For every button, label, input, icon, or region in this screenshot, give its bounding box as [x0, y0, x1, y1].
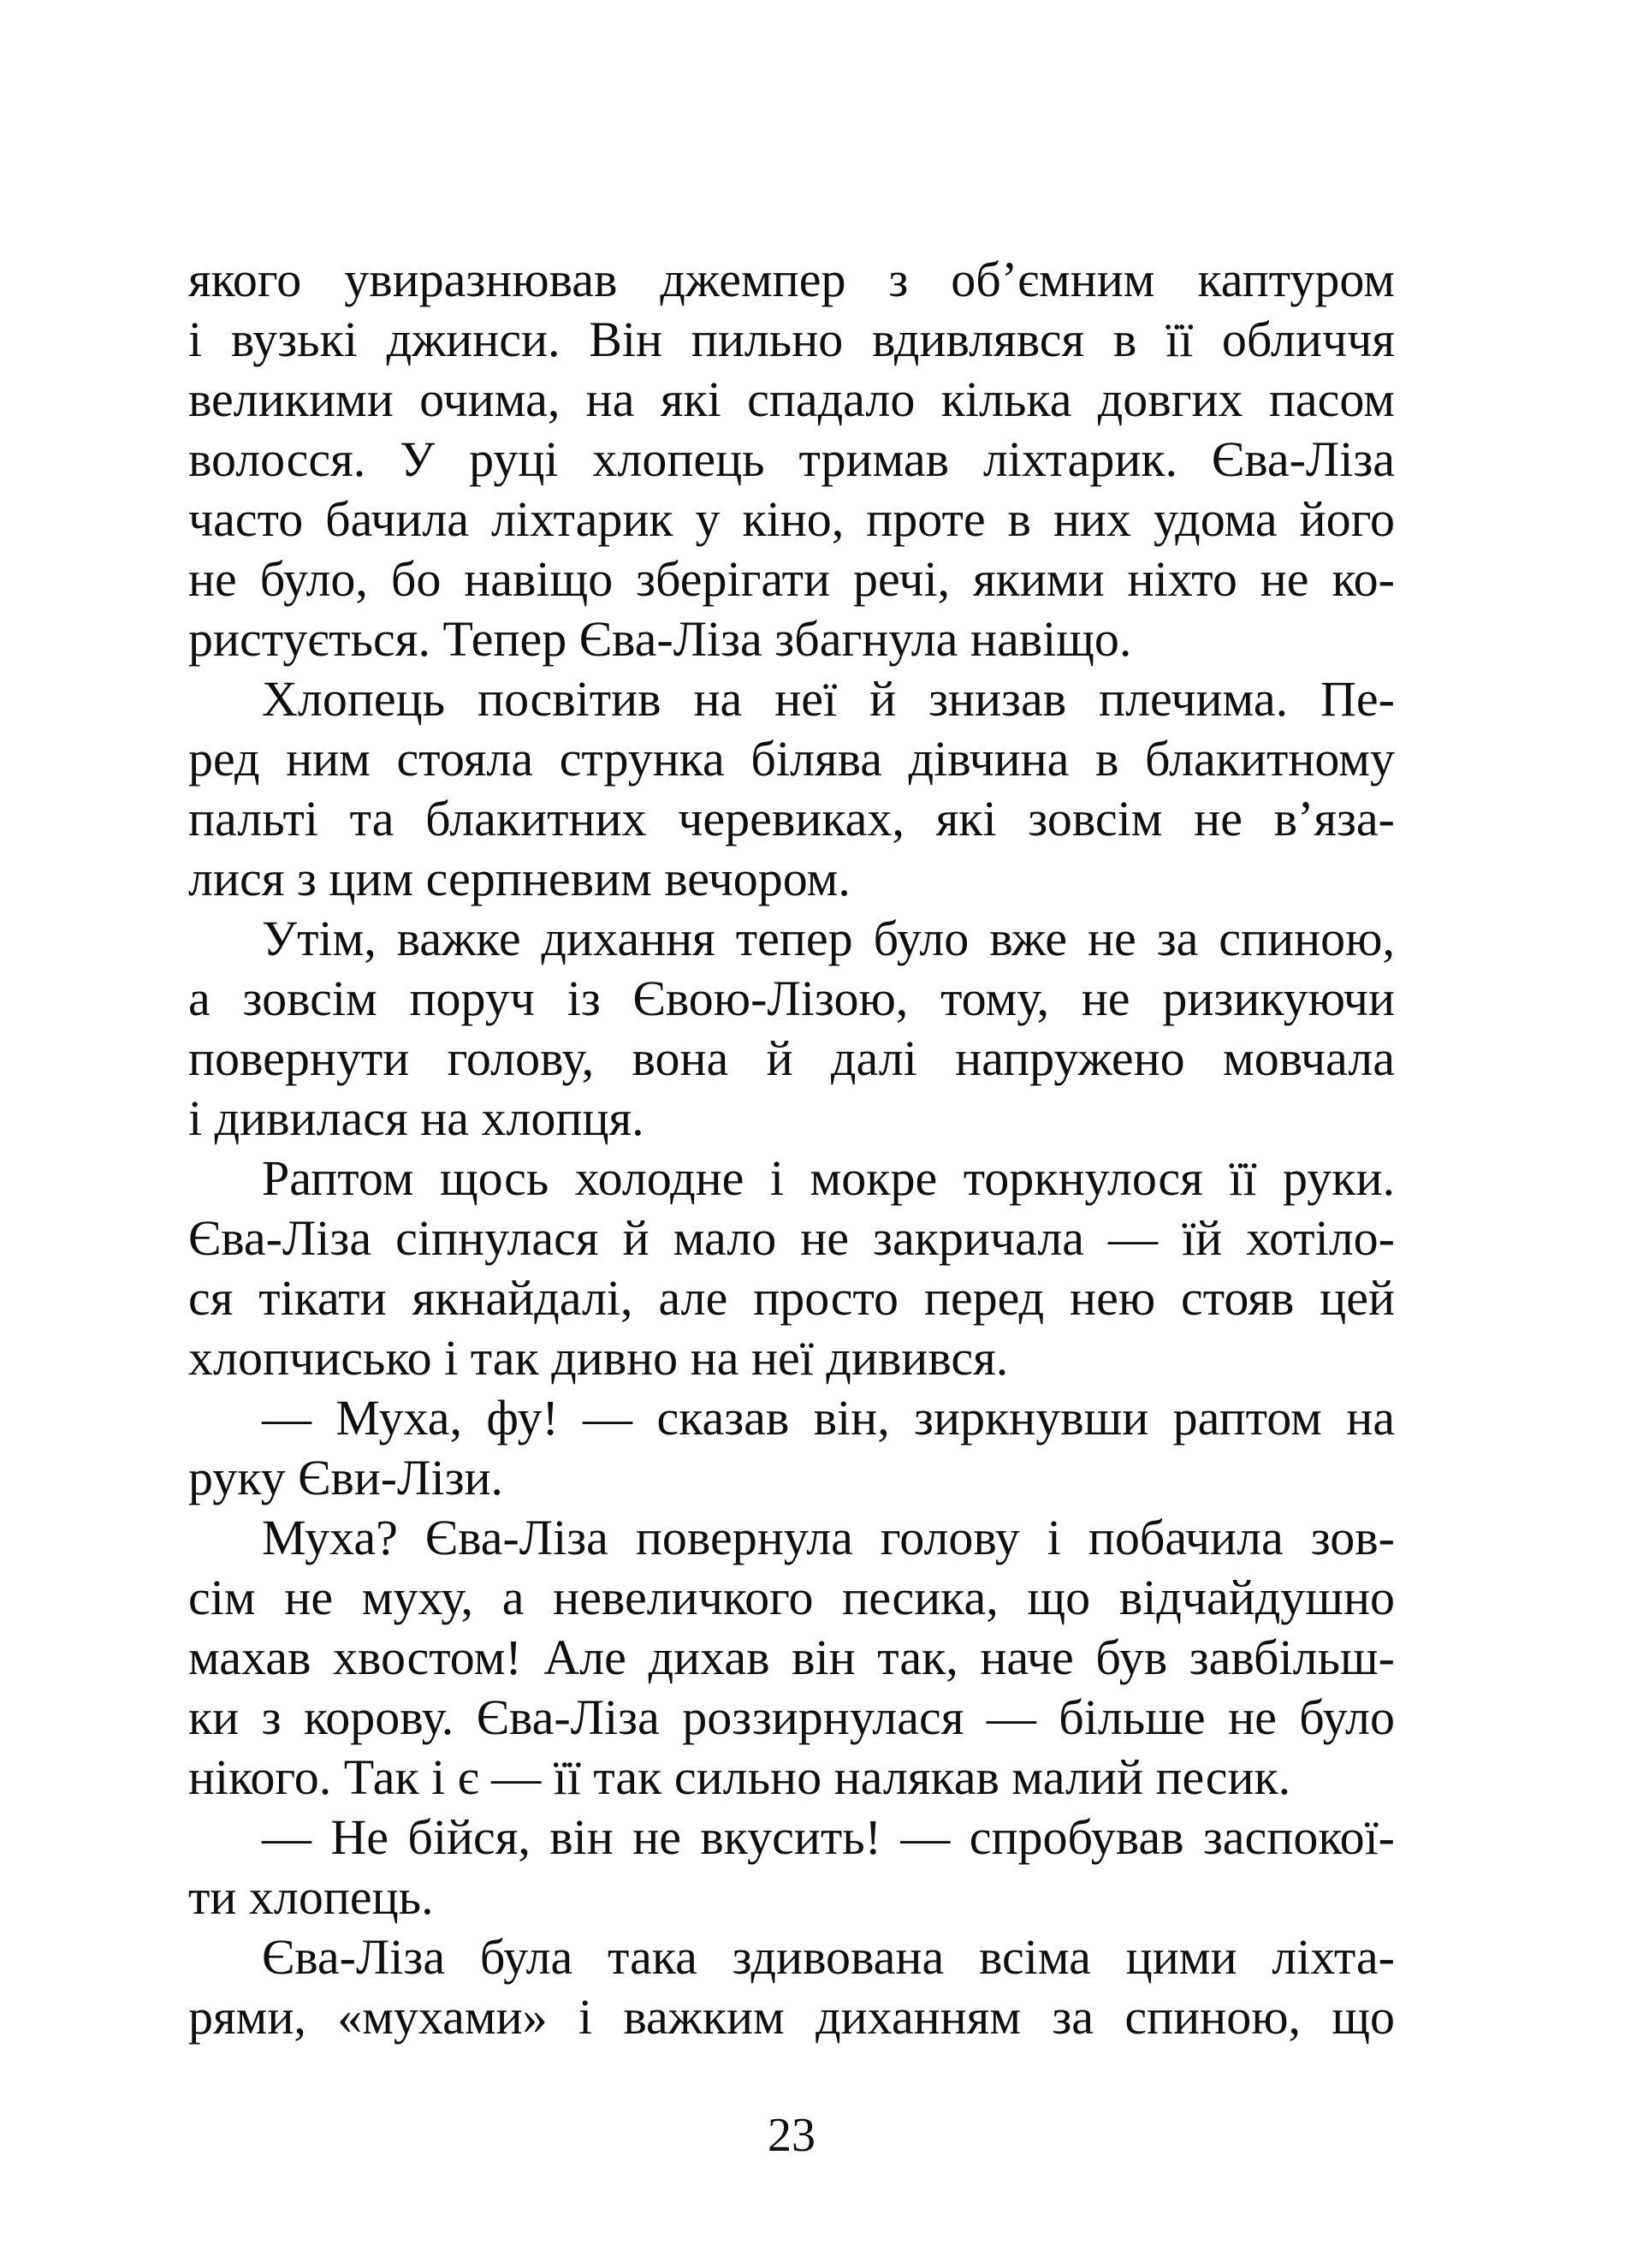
- text-line: а зовсім поруч із Євою-Лізою, тому, не ризикуючи: [188, 971, 1395, 1026]
- paragraph: [188, 1808, 1395, 1927]
- text-line: волосся. У руці хлопець тримав ліхтарик. Єва-Ліза: [188, 431, 1395, 487]
- text-line: руку Єви-Лізи.: [188, 1450, 504, 1505]
- text-line: хлопчисько і так дивно на неї дивився.: [188, 1330, 1009, 1386]
- text-line: ся тікати якнайдалі, але просто перед нею стояв цей: [188, 1270, 1395, 1326]
- text-line: пальті та блакитних черевиках, які зовсім не в’яза-: [188, 791, 1395, 846]
- paragraph: [188, 1388, 1395, 1508]
- text-line: сім не муху, а невеличкого песика, що відчайдушно: [188, 1570, 1395, 1625]
- paragraph: [188, 1927, 1395, 2047]
- paragraph: [188, 1508, 1395, 1808]
- text-line: — Муха, фу! — сказав він, зиркнувши раптом на: [262, 1390, 1395, 1446]
- text-line: Раптом щось холодне і мокре торкнулося її руки.: [262, 1150, 1395, 1206]
- text-line: Муха? Єва-Ліза повернула голову і побачила зов-: [262, 1510, 1395, 1565]
- text-line: Єва-Ліза сіпнулася й мало не закричала — їй хотіло-: [188, 1210, 1395, 1266]
- paragraph: [188, 1149, 1395, 1388]
- text-line: ред ним стояла струнка білява дівчина в блакитному: [188, 731, 1395, 787]
- text-line: великими очима, на які спадало кілька довгих пасом: [188, 371, 1395, 427]
- paragraph: [188, 669, 1395, 909]
- text-line: не було, бо навіщо зберігати речі, якими ніхто не ко-: [188, 551, 1395, 607]
- paragraph: [188, 909, 1395, 1149]
- text-line: часто бачила ліхтарик у кіно, проте в них удома його: [188, 491, 1395, 547]
- text-line: ристується. Тепер Єва-Ліза збагнула навіщо.: [188, 611, 1132, 667]
- page-number: 23: [768, 2109, 816, 2162]
- text-line: Єва-Ліза була така здивована всіма цими ліхта-: [262, 1929, 1395, 1985]
- text-line: махав хвостом! Але дихав він так, наче був завбільш-: [188, 1630, 1395, 1685]
- text-line: — Не бійся, він не вкусить! — спробував заспокої-: [262, 1809, 1395, 1865]
- text-line: Утім, важке дихання тепер було вже не за спиною,: [262, 911, 1395, 966]
- text-line: нікого. Так і є — її так сильно налякав малий песик.: [188, 1749, 1291, 1805]
- text-line: якого увиразнював джемпер з об’ємним каптуром: [188, 252, 1395, 307]
- text-line: повернути голову, вона й далі напружено мовчала: [188, 1030, 1395, 1086]
- paragraph: [188, 250, 1395, 669]
- text-line: ти хлопець.: [188, 1869, 434, 1925]
- text-line: ки з корову. Єва-Ліза роззирнулася — більше не було: [188, 1689, 1395, 1745]
- text-line: і дивилася на хлопця.: [188, 1090, 644, 1146]
- text-line: лися з цим серпневим вечором.: [188, 851, 851, 906]
- text-line: Хлопець посвітив на неї й знизав плечима. Пе-: [262, 671, 1395, 727]
- page-text: [188, 250, 1395, 2047]
- text-line: рями, «мухами» і важким диханням за спиною, що: [188, 1989, 1395, 2045]
- text-line: і вузькі джинси. Він пильно вдивлявся в її обличчя: [188, 312, 1395, 367]
